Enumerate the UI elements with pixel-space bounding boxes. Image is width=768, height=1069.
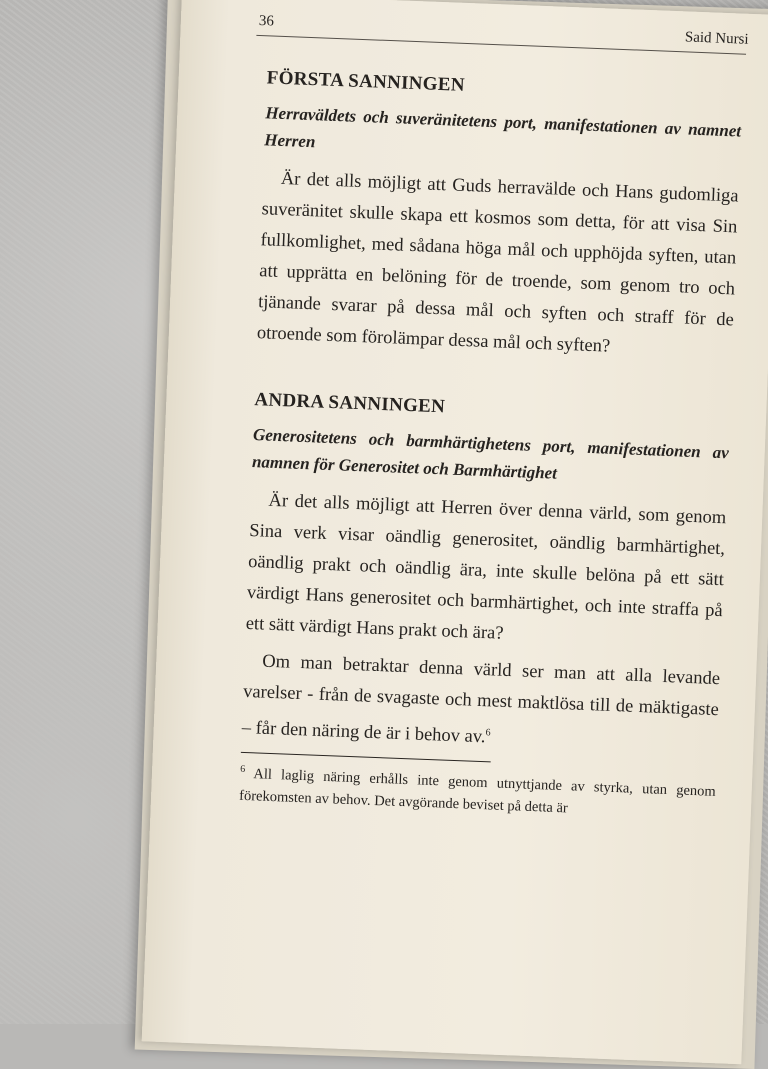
book-page [142, 0, 768, 1064]
footnote [239, 759, 716, 825]
footnote-marker: 6 [239, 763, 246, 776]
running-header [258, 13, 759, 56]
footnote-reference: 6 [485, 727, 491, 739]
paragraph: Är det alls möjligt att Herren över denna värld, som genom Sina verk visar oändlig generositet, oändlig barmhärtighet, oändlig prakt och oändlig ära, inte skulle belöna på ett sätt värdigt Hans generositet och barmhärtighet, och inte straffa på ett sätt värdigt Hans prakt och ära? [245, 490, 727, 644]
running-author: Said Nursi [684, 29, 749, 48]
page-content [239, 67, 743, 825]
section-subtitle-2: Generositetens och barmhärtighetens port, manifestationen av namnen för Generositet och Barmhärtighet [251, 425, 730, 483]
paragraph: Är det alls möjligt att Guds herravälde och Hans gudomliga suveränitet skulle skapa ett kosmos som detta, för att visa Sin fullkomlighet, med sådana höga mål och upphöjda syften, utan att upprätta en belöning för de troende, som genom tro och tjänande svarar på dessa mål och syften och straff för de otroende som förolämpar dessa mål och syften? [256, 168, 739, 357]
section-heading-1: FÖRSTA SANNINGEN [266, 67, 466, 96]
section-heading-2: ANDRA SANNINGEN [254, 389, 446, 418]
page-number: 36 [258, 12, 275, 30]
footnote-text: All laglig näring erhålls inte genom utnyttjande av styrka, utan genom förekomsten av behov. Det avgörande beviset på detta är [238, 766, 716, 817]
paragraph-text: Om man betraktar denna värld ser man att alla levande varelser - från de svagaste och mest maktlösa till de mäktigaste – får den näring de är i behov av. [241, 651, 721, 748]
paragraph [241, 646, 720, 762]
section-subtitle-1: Herraväldets och suveränitetens port, manifestationen av namnet Herren [264, 103, 742, 152]
